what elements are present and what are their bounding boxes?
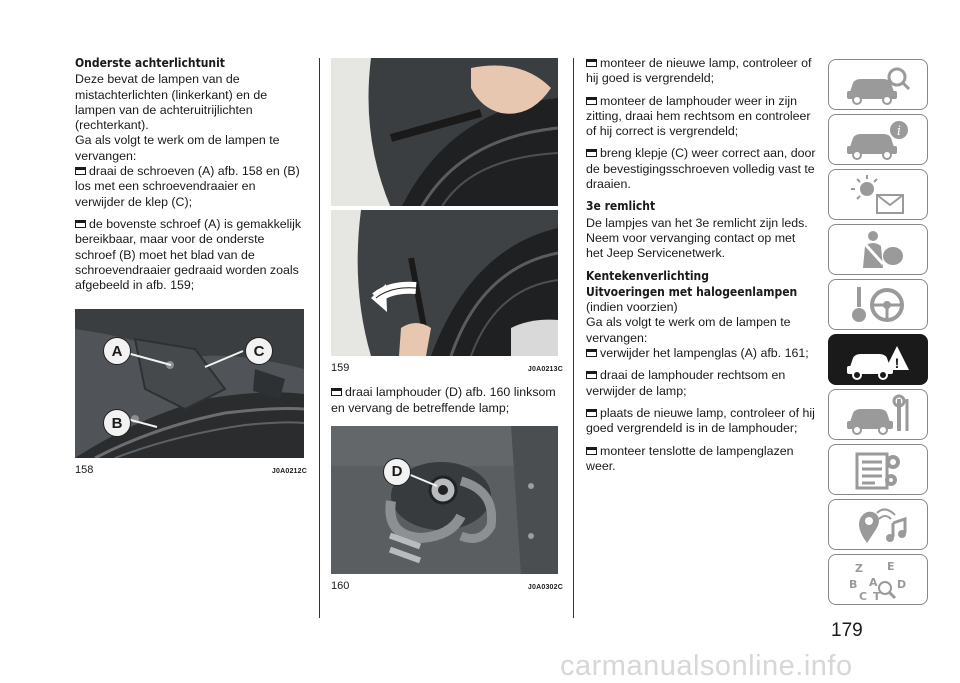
tab-starting-driving[interactable] xyxy=(828,279,928,330)
column-left xyxy=(75,56,307,480)
section-heading-3rd-brake-light: 3e remlicht xyxy=(586,199,656,214)
column-divider xyxy=(319,58,320,618)
bullet-icon xyxy=(331,388,342,396)
bullet-icon xyxy=(586,97,597,105)
tab-safety[interactable] xyxy=(828,224,928,275)
tab-car-search[interactable] xyxy=(828,59,928,110)
figure-158 xyxy=(75,309,307,479)
bullet-icon xyxy=(586,371,597,379)
subheading-halogen: Uitvoeringen met halogeenlampen (indien voorzien) xyxy=(586,284,798,315)
car-search-icon xyxy=(843,63,913,107)
svg-text:!: ! xyxy=(894,354,900,371)
steering-wheel-icon xyxy=(843,283,913,327)
column-divider xyxy=(573,58,574,618)
watermark-text: carmanualsonline.info xyxy=(560,650,853,682)
figure-number: 160 xyxy=(331,579,350,592)
wheel-arch-photo xyxy=(75,309,304,458)
svg-text:E: E xyxy=(887,559,895,573)
callout-a: A xyxy=(103,337,131,365)
svg-text:A: A xyxy=(869,575,878,589)
section-text: De lampjes van het 3e remlicht zijn leds. Neem voor vervanging contact op met het Jeep Servicenetwerk. xyxy=(586,215,808,261)
specs-gear-icon xyxy=(843,448,913,492)
svg-text:Z: Z xyxy=(855,561,863,575)
section-intro: Ga als volgt te werk om de lampen te vervangen: xyxy=(586,315,791,345)
svg-text:C: C xyxy=(859,589,868,602)
section-heading-license-plate-light: Kentekenverlichting xyxy=(586,268,709,283)
figure-number: 159 xyxy=(331,362,350,374)
callout-b: B xyxy=(103,409,131,437)
bullet-icon xyxy=(586,409,597,417)
bullet-icon xyxy=(75,167,86,175)
tab-index[interactable] xyxy=(828,554,928,605)
bullet-item: plaats de nieuwe lamp, controleer of hij goed vergrendeld is in de lamphouder; xyxy=(586,405,815,436)
figure-159-image xyxy=(331,58,558,356)
figure-number: 158 xyxy=(75,464,94,477)
svg-text:i: i xyxy=(896,123,902,139)
svg-text:D: D xyxy=(897,577,907,591)
figure-158-caption xyxy=(75,463,307,479)
callout-d: D xyxy=(383,458,411,486)
bullet-item: breng klepje (C) weer correct aan, door de bevestigingsschroeven volledig vast te draaien. xyxy=(586,146,816,192)
figure-code: J0A0212C xyxy=(271,468,307,476)
bullet-icon xyxy=(586,149,597,157)
bullet-icon xyxy=(586,59,597,67)
svg-text:B: B xyxy=(849,577,858,591)
intro-text: Deze bevat de lampen van de mistachterlichten (linkerkant) en de lampen van de achteruitrijlichten (rechterkant). xyxy=(75,72,268,133)
figure-159 xyxy=(331,58,563,377)
bullet-icon xyxy=(586,447,597,455)
figure-160-image xyxy=(331,426,558,574)
bullet-item: monteer de nieuwe lamp, controleer of hij goed is vergrendeld; xyxy=(586,56,812,86)
bullet-item: draai de schroeven (A) afb. 158 en (B) los met een schroevendraaier en verwijder de klep (C); xyxy=(75,164,300,209)
figure-158-image xyxy=(75,309,304,458)
bullet-icon xyxy=(75,220,86,228)
tab-maintenance[interactable] xyxy=(828,389,928,440)
seatbelt-person-icon xyxy=(843,228,913,272)
tab-emergency[interactable] xyxy=(828,334,928,385)
bullet-item: verwijder het lampenglas (A) afb. 161; xyxy=(586,346,816,361)
intro-text-2: Ga als volgt te werk om de lampen te vervangen: xyxy=(75,133,280,163)
callout-c: C xyxy=(245,337,273,365)
bullet-item: monteer tenslotte de lampenglazen weer. xyxy=(586,443,794,473)
figure-160 xyxy=(331,426,563,595)
screwdriver-photo xyxy=(331,58,558,356)
section-heading-lower-tail-light: Onderste achterlichtunit xyxy=(75,56,225,70)
column-middle xyxy=(331,58,563,595)
svg-text:T: T xyxy=(873,589,881,602)
figure-code: J0A0302C xyxy=(527,583,563,591)
car-info-icon xyxy=(843,118,913,162)
light-message-icon xyxy=(843,173,913,217)
tab-car-info[interactable] xyxy=(828,114,928,165)
multimedia-icon xyxy=(843,503,913,547)
figure-159-caption xyxy=(331,361,563,377)
bullet-item: monteer de lamphouder weer in zijn zitting, draai hem rechtsom en controleer of hij correct is vergrendeld; xyxy=(586,93,811,139)
bullet-item: draai lamphouder (D) afb. 160 linksom en vervang de betreffende lamp; xyxy=(331,385,556,415)
page-number: 179 xyxy=(831,620,863,641)
bullet-icon xyxy=(586,349,597,357)
tab-lights-messages[interactable] xyxy=(828,169,928,220)
bullet-item: de bovenste schroef (A) is gemakkelijk bereikbaar, maar voor de onderste schroef (B) moet het blad van de schroevendraaier gedraaid worden zoals afgebeeld in afb. 159; xyxy=(75,216,302,293)
bullet-item: draai de lamphouder rechtsom en verwijder de lamp; xyxy=(586,368,786,398)
car-warning-icon xyxy=(843,338,913,382)
car-tools-icon xyxy=(843,393,913,437)
tab-multimedia[interactable] xyxy=(828,499,928,550)
alphabet-index-icon xyxy=(843,558,913,602)
column-right xyxy=(586,56,816,481)
chapter-tabs xyxy=(828,59,928,609)
tab-technical-specs[interactable] xyxy=(828,444,928,495)
figure-160-caption xyxy=(331,579,563,595)
figure-code: J0A0213C xyxy=(527,366,563,373)
lamp-holder-photo xyxy=(331,426,558,574)
